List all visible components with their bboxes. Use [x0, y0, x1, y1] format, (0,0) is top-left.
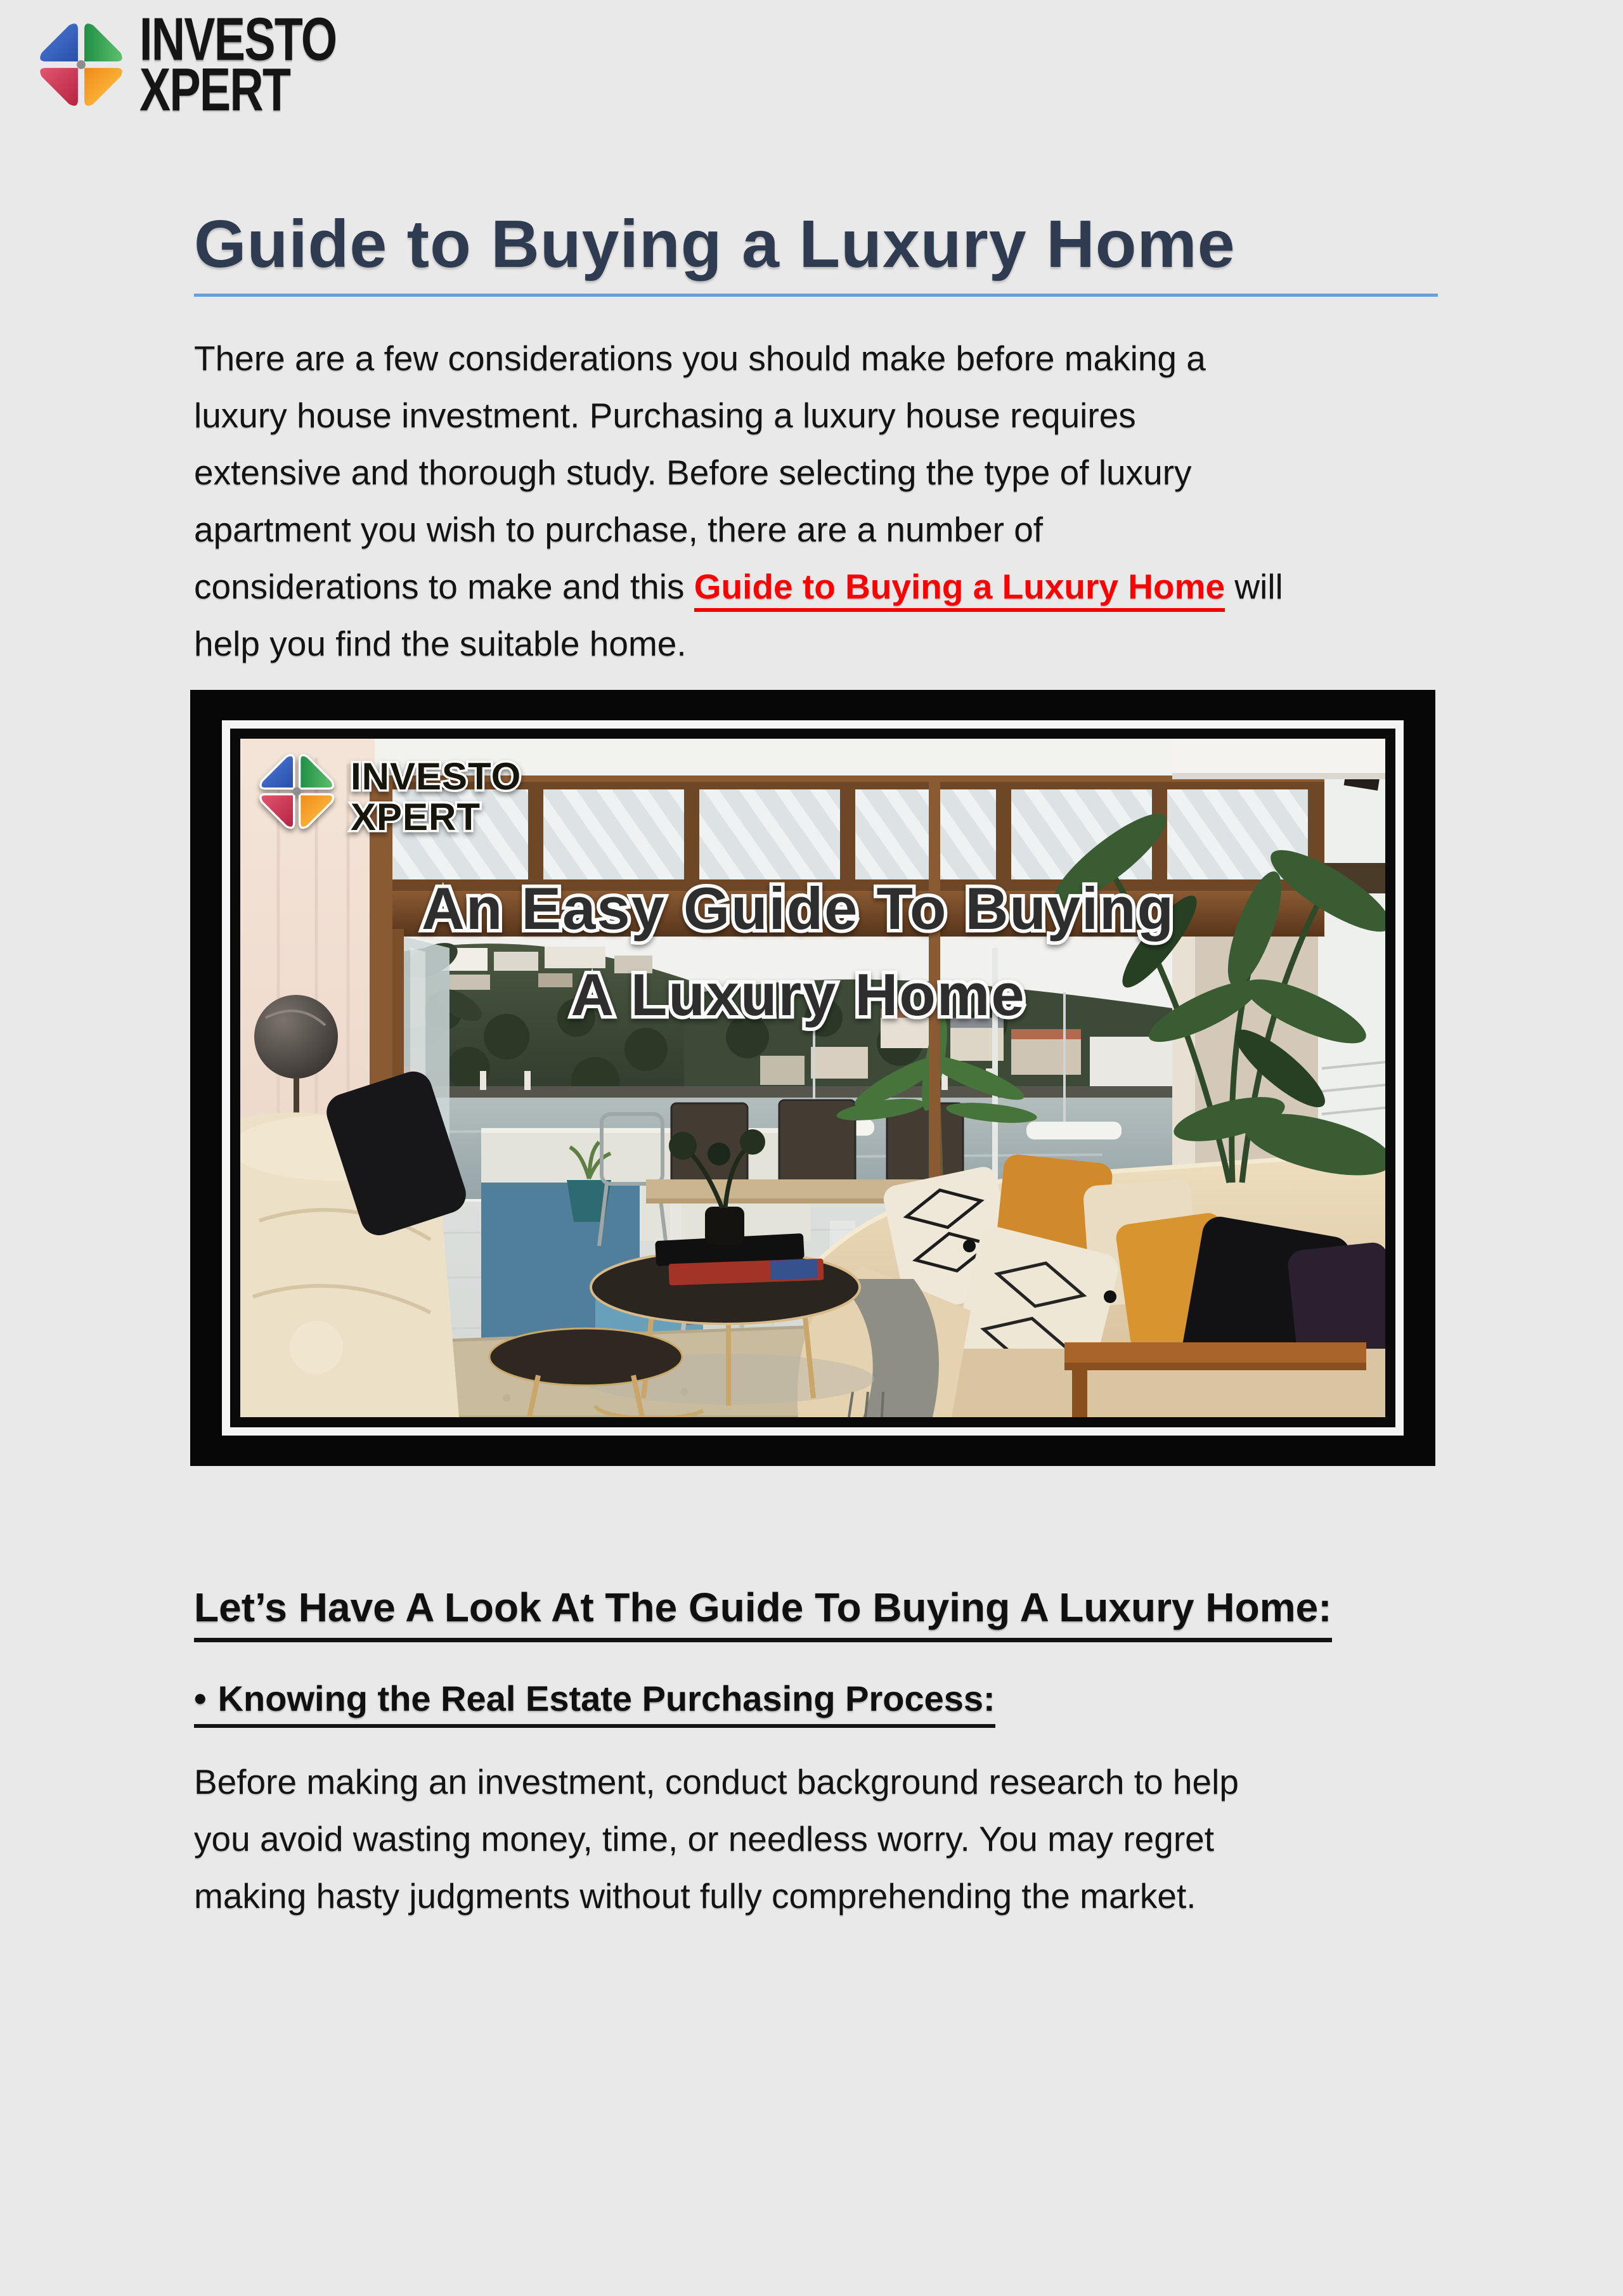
hero-inner-border [230, 729, 1395, 1427]
title-underline-rule [194, 294, 1438, 297]
intro-line-3: extensive and thorough study. Before selecting the type of luxury [194, 453, 1192, 493]
brand-wordmark [139, 6, 337, 124]
bullet-heading-text: Knowing the Real Estate Purchasing Process: [217, 1678, 995, 1718]
brand-line1: INVESTO [139, 6, 337, 74]
intro-line-1: There are a few considerations you should make before making a [194, 339, 1206, 379]
body-paragraph [194, 1753, 1623, 1924]
intro-line-5 [194, 558, 1623, 615]
hero-wood-console [1064, 1342, 1366, 1365]
brand-logo [33, 6, 385, 124]
hero-figure [190, 690, 1435, 1466]
bullet-heading [194, 1679, 1623, 1728]
guide-link[interactable]: Guide to Buying a Luxury Home [694, 567, 1225, 612]
section-heading-text: Let’s Have A Look At The Guide To Buying A Luxury Home: [194, 1585, 1332, 1642]
hero-photo [240, 739, 1385, 1417]
body-line-2: you avoid wasting money, time, or needless worry. You may regret [194, 1819, 1215, 1859]
brand-diamond-icon [33, 16, 129, 113]
body-line-1: Before making an investment, conduct background research to help [194, 1762, 1239, 1802]
hero-overlay-line1: An Easy Guide To Buying [421, 875, 1175, 942]
hero-logo-line1: INVESTO [351, 755, 522, 798]
intro-line-4: apartment you wish to purchase, there are a number of [194, 510, 1044, 550]
intro-line-2: luxury house investment. Purchasing a luxury house requires [194, 396, 1136, 436]
hero-overlay-line2: A Luxury Home [571, 961, 1026, 1028]
intro-line5-pre: considerations to make and this [194, 567, 694, 607]
hero-left-sofa [240, 1067, 471, 1417]
intro-paragraph [194, 330, 1623, 672]
hero-logo-line2: XPERT [351, 796, 481, 839]
section-heading [194, 1585, 1623, 1642]
brand-line2: XPERT [139, 56, 290, 124]
bullet-glyph: • [194, 1678, 207, 1718]
page-title: Guide to Buying a Luxury Home [194, 207, 1236, 282]
hero-white-mat [222, 720, 1404, 1436]
body-line-3: making hasty judgments without fully comprehending the market. [194, 1876, 1196, 1916]
intro-line-6: help you find the suitable home. [194, 624, 687, 664]
intro-line5-post: will [1225, 567, 1283, 607]
